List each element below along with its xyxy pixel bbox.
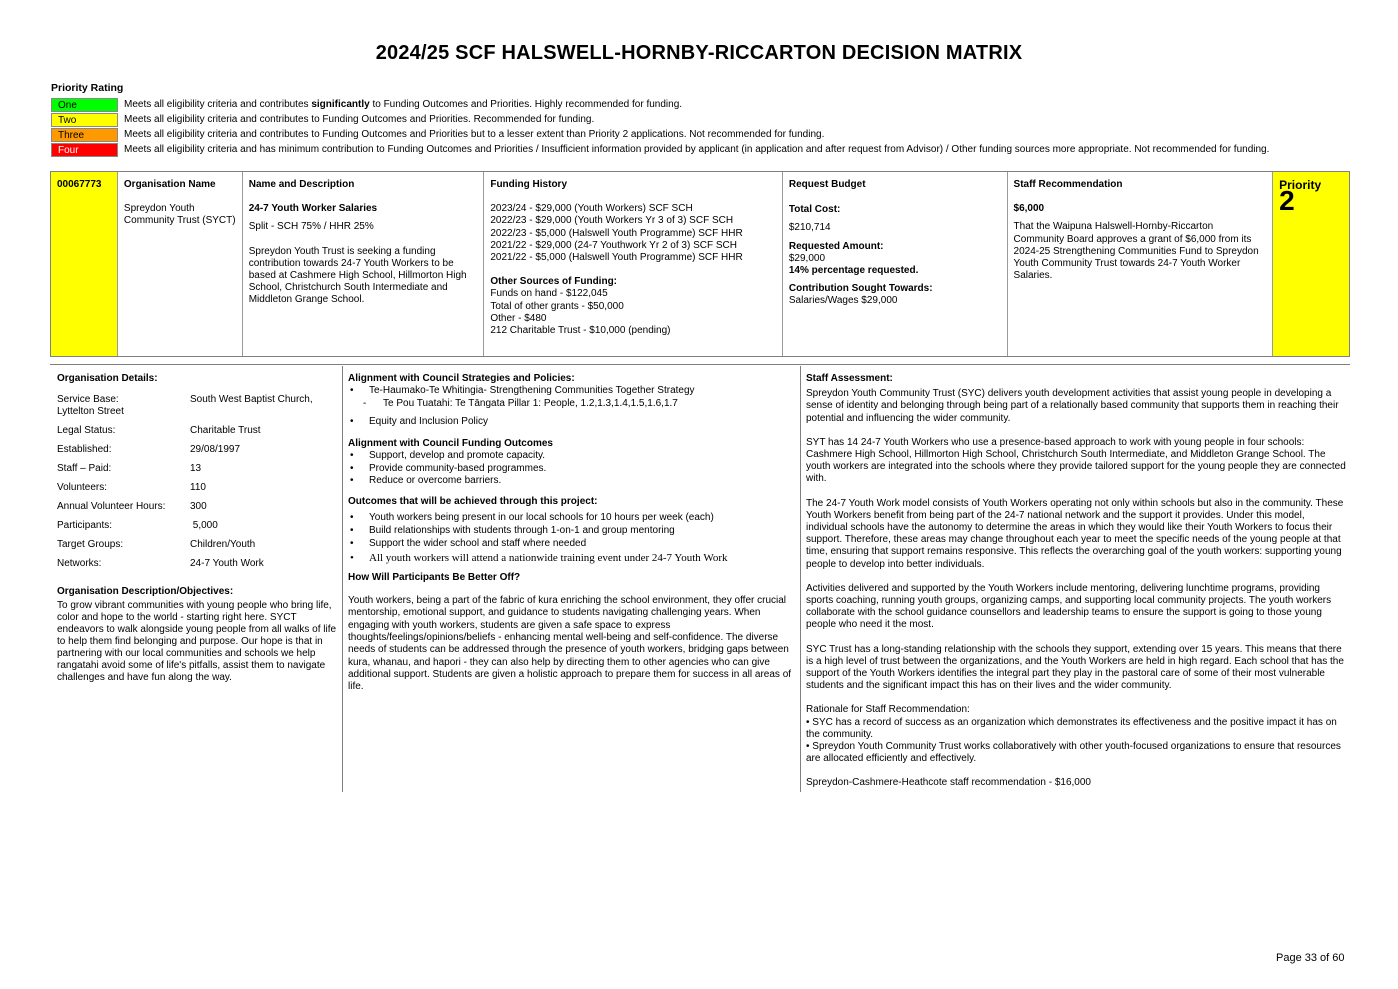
detail-label: Volunteers:	[57, 482, 108, 493]
request-budget-heading: Request Budget	[788, 179, 866, 190]
rating-swatch-two: Two	[51, 113, 118, 127]
staff-recommendation-cell	[1008, 172, 1274, 356]
rating-row-one	[51, 97, 1269, 112]
funding-outcome-item: • Reduce or overcome barriers.	[348, 475, 793, 487]
page-title: 2024/25 SCF HALSWELL-HORNBY-RICCARTON DECISION MATRIX	[375, 42, 1023, 64]
contribution-sought: Salaries/Wages $29,000	[788, 295, 898, 307]
organisation-name-heading: Organisation Name	[123, 179, 216, 190]
project-split: Split - SCH 75% / HHR 25%	[248, 221, 374, 233]
other-source-item: Funds on hand - $122,045	[490, 288, 608, 300]
application-summary-table	[50, 171, 1350, 357]
detail-value: 29/08/1997	[190, 444, 241, 455]
detail-value: Charitable Trust	[190, 425, 261, 436]
alignment-section	[348, 373, 793, 694]
strategies-list	[348, 385, 793, 397]
staff-recommendation-text: That the Waipuna Halswell-Hornby-Riccarton Community Board approves a grant of $6,000 from its 2024-25 Strengthening Communities Fund to Spreydon Youth Community Trust towards 24-7 Youth Worker Salaries.	[1013, 221, 1259, 282]
detail-row-volunteer-hours	[57, 501, 339, 513]
detail-label: Staff – Paid:	[57, 463, 112, 474]
column-divider	[342, 366, 343, 792]
name-description-heading: Name and Description	[248, 179, 355, 190]
detail-label: Legal Status:	[57, 425, 116, 436]
application-id: 00067773	[51, 172, 118, 356]
rationale-item: • SYC has a record of success as an organization which demonstrates its effectiveness and the positive impact it has on the community.	[806, 716, 1337, 740]
final-recommendation: Spreydon-Cashmere-Heathcote staff recommendation - $16,000	[806, 777, 1091, 789]
funding-history-heading: Funding History	[490, 179, 568, 190]
priority-rating-heading: Priority Rating	[51, 82, 124, 94]
rationale-heading: Rationale for Staff Recommendation:	[806, 704, 970, 716]
priority-heading: Priority	[1279, 178, 1322, 192]
funding-outcomes-heading: Alignment with Council Funding Outcomes	[348, 438, 553, 450]
detail-label: Networks:	[57, 558, 102, 569]
rating-desc-one: Meets all eligibility criteria and contributes significantly to Funding Outcomes and Priorities. Highly recommended for funding.	[124, 99, 683, 110]
rating-desc-two: Meets all eligibility criteria and contributes to Funding Outcomes and Priorities. Recommended for funding.	[124, 114, 595, 125]
detail-row-networks	[57, 558, 339, 570]
requested-amount-label: Requested Amount:	[788, 240, 884, 252]
project-outcome-item: • Build relationships with students through 1-on-1 and group mentoring	[348, 525, 793, 537]
organisation-name: Spreydon Youth Community Trust (SYCT)	[123, 203, 236, 227]
organisation-name-cell	[118, 172, 243, 356]
strategy-sublist	[348, 398, 793, 410]
project-description: Spreydon Youth Trust is seeking a funding contribution towards 24-7 Youth Workers to be based at Cashmere High School, Hillmorton High School, Christchurch South Intermediate and Middleton Grange School.	[248, 245, 467, 306]
assessment-paragraph: The 24-7 Youth Work model consists of Youth Workers operating not only within schools but also in the community. These Youth Workers benefit from being part of the 24-7 national network and the support it provides. Under this model, individual schools have the autonomy to determine the areas in which they would like their Youth Workers to focus their support. Therefore, these areas may change throughout each year to meet the specific needs of the young people at that time, ensuring that support remains responsive. This reflects the overarching goal of the youth workers: supporting young people to develop into better individuals.	[806, 497, 1344, 570]
other-source-item: Total of other grants - $50,000	[490, 300, 624, 312]
rating-desc-four: Meets all eligibility criteria and has minimum contribution to Funding Outcomes and Priorities / Insufficient information provided by applicant (in application and after request from Advisor) / Other funding sources more appropriate. Not recommended for funding.	[124, 144, 1270, 155]
strategy-subitem: - Te Pou Tuatahi: Te Tāngata Pillar 1: People, 1.2,1.3,1.4,1.5,1.6,1.7	[348, 398, 793, 410]
funding-history-item: 2022/23 - $29,000 (Youth Workers Yr 3 of 3) SCF SCH	[490, 215, 734, 227]
rating-row-two	[51, 112, 1269, 127]
rationale-item: • Spreydon Youth Community Trust works collaboratively with other youth-focused organizations to ensure that resources are allocated efficiently and effectively.	[806, 741, 1341, 765]
staff-recommended-amount: $6,000	[1013, 203, 1045, 215]
policy-item: • Equity and Inclusion Policy	[348, 416, 793, 428]
total-cost: $210,714	[788, 222, 831, 234]
project-name: 24-7 Youth Worker Salaries	[248, 203, 378, 215]
detail-label: Target Groups:	[57, 539, 124, 550]
funding-history-item: 2022/23 - $5,000 (Halswell Youth Programme) SCF HHR	[490, 227, 743, 239]
project-outcome-item: • Support the wider school and staff where needed	[348, 538, 793, 550]
detail-label: Established:	[57, 444, 112, 455]
funding-history-item: 2023/24 - $29,000 (Youth Workers) SCF SCH	[490, 203, 693, 215]
detail-value: Children/Youth	[190, 539, 256, 550]
funding-history-item: 2021/22 - $29,000 (24-7 Youthwork Yr 2 of 3) SCF SCH	[490, 239, 737, 251]
detail-row-legal-status	[57, 425, 339, 437]
project-outcome-item: • All youth workers will attend a nationwide training event under 24-7 Youth Work	[348, 552, 793, 564]
detail-label: Annual Volunteer Hours:	[57, 501, 166, 512]
funding-outcomes-list	[348, 450, 793, 487]
detail-label: Service Base:	[57, 394, 119, 405]
funding-history-item: 2021/22 - $5,000 (Halswell Youth Programme) SCF HHR	[490, 252, 743, 264]
staff-assessment-section	[806, 373, 1346, 790]
priority-cell	[1273, 172, 1349, 356]
name-description-cell	[243, 172, 485, 356]
contribution-label: Contribution Sought Towards:	[788, 283, 933, 295]
better-off-text: Youth workers, being a part of the fabric of kura enriching the school environment, they offer crucial mentorship, emotional support, and guidance to students navigating challenging years. When engaging with youth workers, students are given a safe space to express thoughts/feelings/opinions/beliefs - enhancing mental well-being and self-confidence. The diverse needs of students can be addressed through the presence of youth workers, bridging gaps between kura, whanau, and hapori - they can also help by directing them to other agencies who can give additional support. Students are given a holistic approach to prepare them for success in all areas of life.	[348, 595, 792, 693]
strategies-heading: Alignment with Council Strategies and Policies:	[348, 373, 575, 384]
detail-label: Participants:	[57, 520, 113, 531]
detail-value: 110	[190, 482, 206, 493]
section-divider	[50, 364, 1350, 365]
detail-row-service-base	[57, 394, 339, 406]
detail-value: 300	[190, 501, 207, 512]
policies-list	[348, 416, 793, 428]
organisation-details-section	[57, 373, 339, 684]
detail-value: 13	[190, 463, 202, 474]
assessment-paragraph: Spreydon Youth Community Trust (SYC) delivers youth development activities that assist young people in developing a sense of identity and belonging through being part of a relationally based community that supports them in reaching their potential and influencing the wider community.	[806, 388, 1339, 424]
rating-swatch-one: One	[51, 98, 118, 112]
rating-desc-three: Meets all eligibility criteria and contributes to Funding Outcomes and Priorities but to a lesser extent than Priority 2 applications. Not recommended for funding.	[124, 129, 825, 140]
assessment-paragraph: SYT has 14 24-7 Youth Workers who use a presence-based approach to work with young people in four schools: Cashmere High School, Hillmorton High School, Christchurch South Intermediate, and Middleton Grange School. The youth workers are integrated into the schools where they provide tailored support for the young people they are connected with.	[806, 436, 1346, 485]
rating-row-four	[51, 142, 1269, 157]
organisation-description: To grow vibrant communities with young people who bring life, color and hope to the world - starting right here. SYCT endeavors to walk alongside young people from all walks of life to help them find belonging and purpose. Our hope is that in partnering with our local communities and schools we help rangatahi avoid some of life's pitfalls, assist them to navigate challenges and have fun along the way.	[57, 600, 337, 683]
project-outcomes-heading: Outcomes that will be achieved through this project:	[348, 496, 598, 508]
rating-swatch-three: Three	[51, 128, 118, 142]
priority-value: 2	[1279, 185, 1295, 217]
priority-rating-legend	[51, 97, 1269, 157]
service-base-street: Lyttelton Street	[57, 406, 124, 417]
detail-value: South West Baptist Church,	[190, 394, 313, 405]
funding-history-cell	[484, 172, 783, 356]
detail-row-target-groups	[57, 539, 339, 551]
detail-row-volunteers	[57, 482, 339, 494]
assessment-paragraph: Activities delivered and supported by the Youth Workers include mentoring, delivering lunchtime programs, providing sports coaching, running youth groups, organizing camps, and supporting local community projects. The youth workers collaborate with the school guidance counsellors and leadership teams to ensure the support is going to those young people who need it the most.	[806, 582, 1332, 631]
staff-recommendation-heading: Staff Recommendation	[1013, 179, 1123, 190]
other-sources-heading: Other Sources of Funding:	[490, 276, 618, 288]
other-source-item: Other - $480	[490, 312, 547, 324]
page-number: Page 33 of 60	[1276, 952, 1345, 964]
rating-row-three	[51, 127, 1269, 142]
strategy-item: • Te-Haumako-Te Whitingia- Strengthening Communities Together Strategy	[348, 385, 793, 397]
better-off-heading: How Will Participants Be Better Off?	[348, 571, 521, 583]
project-outcome-item: • Youth workers being present in our local schools for 10 hours per week (each)	[348, 512, 793, 524]
funding-outcome-item: • Support, develop and promote capacity.	[348, 450, 793, 462]
detail-row-staff-paid	[57, 463, 339, 475]
staff-assessment-heading: Staff Assessment:	[806, 373, 893, 384]
organisation-description-heading: Organisation Description/Objectives:	[57, 586, 234, 597]
organisation-details-heading: Organisation Details:	[57, 373, 158, 384]
assessment-paragraph: SYC Trust has a long-standing relationship with the schools they support, extending over 15 years. This means that there is a high level of trust between the organizations, and the Youth Workers are held in high regard. Each school that has the support of the Youth Workers identifies the integral part they play in the pastoral care of some of their most vulnerable students and the significant impact this has on their lives and the wider community.	[806, 643, 1344, 692]
detail-value: 24-7 Youth Work	[190, 558, 264, 569]
requested-amount: $29,000	[788, 252, 826, 264]
column-divider	[800, 366, 801, 792]
detail-row-established	[57, 444, 339, 456]
project-outcomes-list	[348, 512, 793, 564]
total-cost-label: Total Cost:	[788, 204, 841, 216]
percentage-requested: 14% percentage requested.	[788, 265, 919, 277]
detail-row-participants	[57, 520, 339, 532]
other-source-item: 212 Charitable Trust - $10,000 (pending)	[490, 325, 671, 337]
rating-swatch-four: Four	[51, 143, 118, 157]
detail-value: 5,000	[190, 520, 218, 531]
request-budget-cell	[783, 172, 1008, 356]
funding-outcome-item: • Provide community-based programmes.	[348, 463, 793, 475]
